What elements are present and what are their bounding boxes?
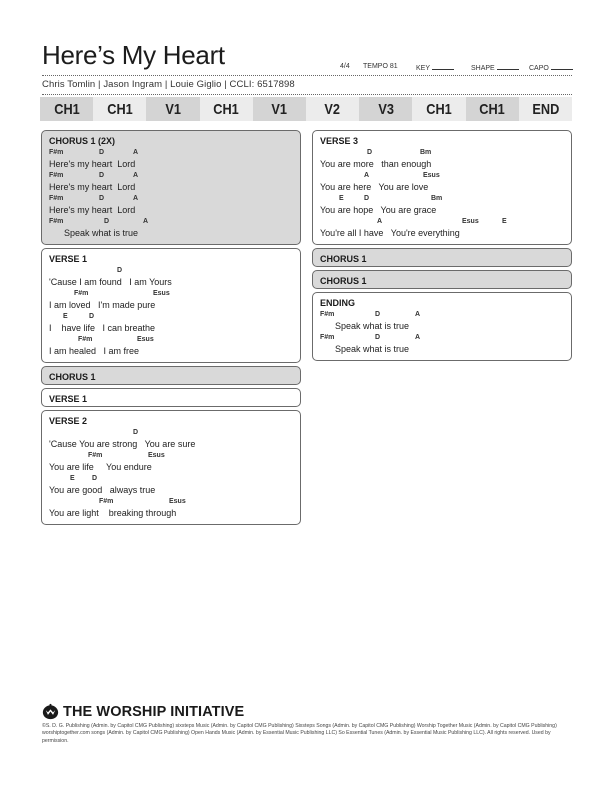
lyric-line bbox=[49, 193, 292, 216]
lyric-line bbox=[49, 216, 292, 239]
chord: F#m bbox=[99, 498, 114, 505]
section-title: CHORUS 1 bbox=[49, 372, 96, 382]
footer-logo bbox=[42, 703, 244, 720]
chord: A bbox=[415, 311, 421, 318]
roadmap-label: V1 bbox=[271, 100, 288, 118]
roadmap-item bbox=[200, 97, 253, 121]
roadmap-item bbox=[146, 97, 199, 121]
worship-initiative-logo-icon bbox=[42, 703, 59, 720]
chord: D bbox=[99, 149, 105, 156]
roadmap-item bbox=[93, 97, 146, 121]
lyric-line bbox=[49, 427, 292, 450]
roadmap-label: V1 bbox=[165, 100, 181, 118]
chord: D bbox=[104, 218, 110, 225]
key-blank bbox=[432, 63, 454, 70]
lyric-text: Here's my heart Lord bbox=[49, 182, 136, 192]
chord: E bbox=[502, 218, 507, 225]
chord: D bbox=[99, 195, 105, 202]
copyright-notice: ©S. D. G. Publishing (Admin. by Capitol CMG Publishing) sixsteps Music (Admin. by Capitol CMG Publishing) Sixsteps Songs (Admin. by Capitol CMG Publishing) Worship Together Music (Admin. by Capitol CMG Publishing) worshiptogether.com songs (Admin. by Capitol CMG Publishing) Open Hands Music (Admin. by Essential Music Publishing LLC) So Essential Tunes (Admin. by Essential Music Publishing LLC). All rights reserved. Used by permission. bbox=[42, 723, 557, 744]
chord: A bbox=[364, 172, 370, 179]
chord: Bm bbox=[420, 149, 432, 156]
capo-blank bbox=[551, 63, 573, 70]
song-roadmap bbox=[40, 97, 572, 121]
chord: E bbox=[339, 195, 344, 202]
chord: D bbox=[375, 311, 381, 318]
lyric-line bbox=[320, 309, 563, 332]
lyric-line bbox=[49, 334, 292, 357]
lyric-text: 'Cause You are strong You are sure bbox=[49, 439, 196, 449]
chord: E bbox=[63, 313, 68, 320]
lyric-text: I am loved I'm made pure bbox=[49, 300, 156, 310]
section-title: CHORUS 1 bbox=[320, 254, 367, 264]
key-label: KEY bbox=[416, 65, 431, 72]
lyric-text: Here's my heart Lord bbox=[49, 159, 136, 169]
chord: F#m bbox=[49, 195, 64, 202]
lyric-text: Speak what is true bbox=[320, 321, 410, 331]
lyric-line bbox=[49, 265, 292, 288]
section-ending bbox=[312, 292, 572, 361]
lyric-text: You are life You endure bbox=[49, 462, 152, 472]
section-title: CHORUS 1 (2X) bbox=[49, 136, 116, 146]
chord: D bbox=[117, 267, 123, 274]
lyric-text: You're all I have You're everything bbox=[320, 228, 460, 238]
roadmap-item bbox=[359, 97, 412, 121]
roadmap-label: V2 bbox=[324, 100, 341, 118]
chord: Esus bbox=[169, 498, 186, 505]
logo-text: THE WORSHIP INITIATIVE bbox=[63, 703, 245, 720]
capo-field bbox=[529, 63, 573, 72]
chord-row bbox=[49, 193, 292, 204]
chord: Esus bbox=[148, 452, 165, 459]
chord-row bbox=[320, 170, 563, 181]
roadmap-item bbox=[306, 97, 359, 121]
chord: Esus bbox=[462, 218, 479, 225]
chord-row bbox=[49, 496, 292, 507]
lyric-text: You are hope You are grace bbox=[320, 205, 437, 215]
chord: Esus bbox=[153, 290, 170, 297]
chord: F#m bbox=[74, 290, 89, 297]
chord-row bbox=[49, 265, 292, 276]
song-credits: Chris Tomlin | Jason Ingram | Louie Giglio | CCLI: 6517898 bbox=[42, 79, 295, 90]
roadmap-label: CH1 bbox=[53, 100, 80, 118]
chord: A bbox=[377, 218, 383, 225]
section-title: VERSE 1 bbox=[49, 254, 88, 264]
chord: Esus bbox=[137, 336, 154, 343]
lyric-text: I am healed I am free bbox=[49, 346, 140, 356]
chord-row bbox=[49, 473, 292, 484]
lyric-line bbox=[49, 288, 292, 311]
lyric-text: Speak what is true bbox=[320, 344, 410, 354]
roadmap-item bbox=[412, 97, 465, 121]
lyric-line bbox=[49, 170, 292, 193]
lyric-text: You are good always true bbox=[49, 485, 156, 495]
chord: A bbox=[133, 172, 139, 179]
section-verse-1 bbox=[41, 248, 301, 363]
roadmap-item bbox=[466, 97, 519, 121]
chord-row bbox=[49, 147, 292, 158]
time-signature: 4/4 bbox=[340, 63, 350, 70]
lyric-line bbox=[320, 193, 563, 216]
chord: E bbox=[70, 475, 75, 482]
chord-row bbox=[320, 332, 563, 343]
chord: A bbox=[133, 149, 139, 156]
lyric-line bbox=[49, 450, 292, 473]
chord: F#m bbox=[49, 218, 64, 225]
chord: F#m bbox=[320, 334, 335, 341]
roadmap-item bbox=[40, 97, 93, 121]
chord: F#m bbox=[78, 336, 93, 343]
chord: D bbox=[89, 313, 95, 320]
lyric-line bbox=[49, 473, 292, 496]
lyric-line bbox=[320, 216, 563, 239]
chord: D bbox=[375, 334, 381, 341]
shape-blank bbox=[497, 63, 519, 70]
section-chorus-1 bbox=[312, 270, 572, 289]
lyric-text: Speak what is true bbox=[49, 228, 139, 238]
song-title: Here’s My Heart bbox=[42, 40, 225, 70]
song-meta bbox=[340, 63, 573, 72]
roadmap-label: CH1 bbox=[107, 100, 133, 118]
roadmap-item bbox=[253, 97, 306, 121]
roadmap-label: END bbox=[531, 100, 559, 118]
lyric-line bbox=[320, 147, 563, 170]
left-column bbox=[41, 130, 301, 528]
section-verse-2 bbox=[41, 410, 301, 525]
lyric-line bbox=[49, 147, 292, 170]
lyric-text: Here's my heart Lord bbox=[49, 205, 136, 215]
lyric-text: You are here You are love bbox=[320, 182, 429, 192]
chord: D bbox=[99, 172, 105, 179]
lyric-line bbox=[49, 496, 292, 519]
tempo: TEMPO 81 bbox=[363, 63, 398, 70]
lyric-text: You are more than enough bbox=[320, 159, 432, 169]
shape-label: SHAPE bbox=[471, 65, 495, 72]
chord-row bbox=[49, 427, 292, 438]
header-divider bbox=[42, 75, 572, 76]
section-title: CHORUS 1 bbox=[320, 276, 367, 286]
chord: D bbox=[367, 149, 373, 156]
chord-row bbox=[320, 193, 563, 204]
roadmap-label: CH1 bbox=[426, 100, 452, 118]
chord-row bbox=[320, 309, 563, 320]
section-title: VERSE 3 bbox=[320, 136, 359, 146]
section-verse-3 bbox=[312, 130, 572, 245]
chord: A bbox=[133, 195, 139, 202]
chord: F#m bbox=[320, 311, 335, 318]
chord-row bbox=[49, 288, 292, 299]
lyric-text: I have life I can breathe bbox=[49, 323, 156, 333]
roadmap-label: CH1 bbox=[213, 100, 239, 118]
chord: D bbox=[364, 195, 370, 202]
chord-row bbox=[49, 450, 292, 461]
roadmap-label: V3 bbox=[378, 100, 394, 118]
key-field bbox=[416, 63, 471, 72]
lyric-line bbox=[320, 170, 563, 193]
section-verse-1 bbox=[41, 388, 301, 407]
chord-row bbox=[320, 147, 563, 158]
chord: F#m bbox=[88, 452, 103, 459]
chord: Esus bbox=[423, 172, 440, 179]
lyric-line bbox=[320, 332, 563, 355]
chord-row bbox=[49, 216, 292, 227]
chord: Bm bbox=[431, 195, 443, 202]
chord-row bbox=[320, 216, 563, 227]
section-chorus-1 bbox=[312, 248, 572, 267]
lyric-text: 'Cause I am found I am Yours bbox=[49, 277, 172, 287]
chord-row bbox=[49, 311, 292, 322]
roadmap-label: CH1 bbox=[479, 100, 505, 118]
section-chorus-1-2x bbox=[41, 130, 301, 245]
lyric-text: You are light breaking through bbox=[49, 508, 177, 518]
chord-row bbox=[49, 170, 292, 181]
lyric-line bbox=[49, 311, 292, 334]
chord: F#m bbox=[49, 149, 64, 156]
roadmap-item bbox=[519, 97, 572, 121]
section-chorus-1 bbox=[41, 366, 301, 385]
chord: D bbox=[92, 475, 98, 482]
shape-field bbox=[471, 63, 529, 72]
capo-label: CAPO bbox=[529, 65, 549, 72]
chord: A bbox=[415, 334, 421, 341]
right-column bbox=[312, 130, 572, 364]
chord: F#m bbox=[49, 172, 64, 179]
chord-row bbox=[49, 334, 292, 345]
credits-divider bbox=[42, 94, 572, 95]
section-title: VERSE 2 bbox=[49, 416, 88, 426]
section-title: VERSE 1 bbox=[49, 394, 88, 404]
chord: D bbox=[133, 429, 139, 436]
section-title: ENDING bbox=[320, 298, 356, 308]
chord: A bbox=[143, 218, 149, 225]
